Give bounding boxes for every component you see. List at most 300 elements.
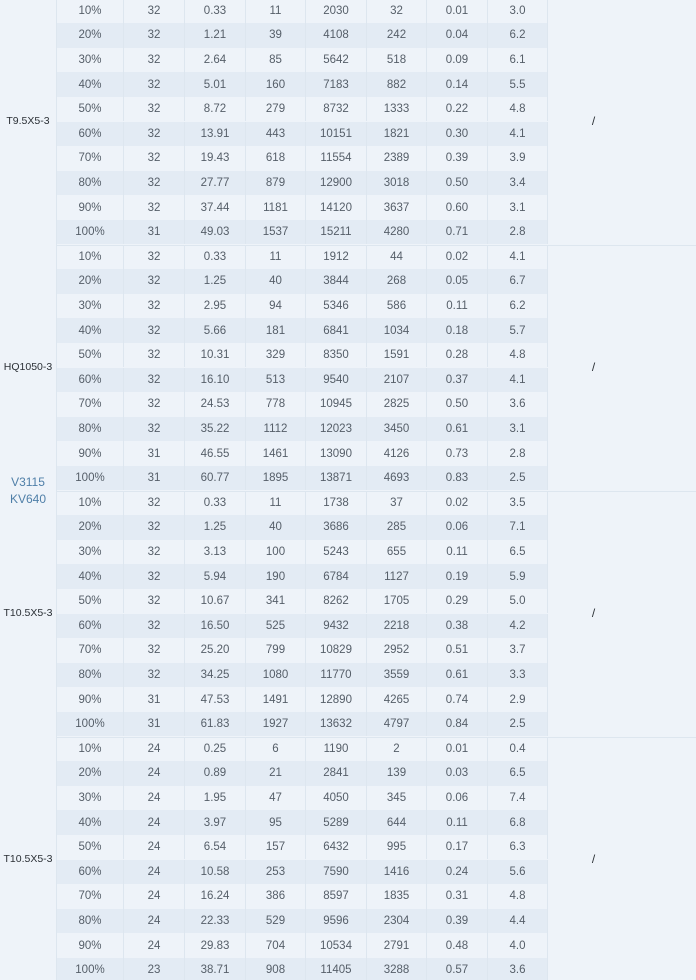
efficiency-cell: 3.9 xyxy=(488,146,548,171)
thrust-cell: 3018 xyxy=(367,171,427,196)
voltage-cell: 32 xyxy=(124,0,185,23)
torque-cell: 0.18 xyxy=(427,318,488,343)
thrust-cell: 882 xyxy=(367,72,427,97)
rpm-cell: 6841 xyxy=(306,318,367,343)
voltage-cell: 31 xyxy=(124,441,185,466)
throttle-cell: 90% xyxy=(57,687,124,712)
voltage-cell: 32 xyxy=(124,491,185,516)
table-row xyxy=(57,540,548,565)
table-row xyxy=(57,589,548,614)
thrust-cell: 644 xyxy=(367,810,427,835)
rpm-cell: 2030 xyxy=(306,0,367,23)
table-row xyxy=(57,860,548,885)
voltage-cell: 32 xyxy=(124,294,185,319)
torque-cell: 0.60 xyxy=(427,195,488,220)
table-row xyxy=(57,663,548,688)
voltage-cell: 31 xyxy=(124,687,185,712)
power-cell: 94 xyxy=(246,294,306,319)
table-row xyxy=(57,23,548,48)
throttle-cell: 10% xyxy=(57,0,124,23)
current-cell: 1.21 xyxy=(185,23,246,48)
rpm-cell: 11770 xyxy=(306,663,367,688)
rpm-cell: 10151 xyxy=(306,122,367,147)
current-cell: 25.20 xyxy=(185,638,246,663)
power-cell: 1461 xyxy=(246,441,306,466)
thrust-cell: 37 xyxy=(367,491,427,516)
current-cell: 10.67 xyxy=(185,589,246,614)
torque-cell: 0.05 xyxy=(427,269,488,294)
thrust-cell: 2952 xyxy=(367,638,427,663)
current-cell: 5.94 xyxy=(185,564,246,589)
torque-cell: 0.50 xyxy=(427,392,488,417)
current-cell: 1.95 xyxy=(185,786,246,811)
current-cell: 13.91 xyxy=(185,122,246,147)
torque-cell: 0.02 xyxy=(427,245,488,270)
voltage-cell: 23 xyxy=(124,958,185,980)
torque-cell: 0.29 xyxy=(427,589,488,614)
voltage-cell: 32 xyxy=(124,663,185,688)
torque-cell: 0.73 xyxy=(427,441,488,466)
motor-model-cell xyxy=(0,474,56,508)
throttle-cell: 20% xyxy=(57,269,124,294)
torque-cell: 0.11 xyxy=(427,810,488,835)
throttle-cell: 60% xyxy=(57,614,124,639)
table-row xyxy=(57,614,548,639)
throttle-cell: 40% xyxy=(57,318,124,343)
rpm-cell: 1190 xyxy=(306,737,367,762)
table-row xyxy=(57,884,548,909)
throttle-cell: 30% xyxy=(57,786,124,811)
voltage-cell: 24 xyxy=(124,761,185,786)
rpm-cell: 7183 xyxy=(306,72,367,97)
thrust-cell: 995 xyxy=(367,835,427,860)
throttle-cell: 100% xyxy=(57,958,124,980)
table-row xyxy=(57,48,548,73)
current-cell: 37.44 xyxy=(185,195,246,220)
table-row xyxy=(57,368,548,393)
current-cell: 5.66 xyxy=(185,318,246,343)
throttle-cell: 100% xyxy=(57,712,124,737)
power-cell: 6 xyxy=(246,737,306,762)
power-cell: 40 xyxy=(246,269,306,294)
voltage-cell: 32 xyxy=(124,515,185,540)
throttle-cell: 50% xyxy=(57,343,124,368)
table-row xyxy=(57,712,548,737)
efficiency-cell: 5.0 xyxy=(488,589,548,614)
power-cell: 908 xyxy=(246,958,306,980)
efficiency-cell: 4.4 xyxy=(488,909,548,934)
table-row xyxy=(57,294,548,319)
voltage-cell: 32 xyxy=(124,540,185,565)
propeller-model: HQ1050-3 xyxy=(3,360,53,373)
rpm-cell: 5243 xyxy=(306,540,367,565)
thrust-cell: 1821 xyxy=(367,122,427,147)
voltage-cell: 32 xyxy=(124,318,185,343)
voltage-cell: 32 xyxy=(124,417,185,442)
current-cell: 16.50 xyxy=(185,614,246,639)
torque-cell: 0.30 xyxy=(427,122,488,147)
current-cell: 0.89 xyxy=(185,761,246,786)
efficiency-cell: 6.1 xyxy=(488,48,548,73)
table-row xyxy=(57,835,548,860)
efficiency-cell: 6.5 xyxy=(488,540,548,565)
table-row xyxy=(57,0,548,23)
torque-cell: 0.37 xyxy=(427,368,488,393)
rpm-cell: 7590 xyxy=(306,860,367,885)
power-cell: 253 xyxy=(246,860,306,885)
current-cell: 22.33 xyxy=(185,909,246,934)
throttle-cell: 60% xyxy=(57,368,124,393)
power-cell: 329 xyxy=(246,343,306,368)
power-cell: 21 xyxy=(246,761,306,786)
voltage-cell: 32 xyxy=(124,48,185,73)
throttle-cell: 80% xyxy=(57,663,124,688)
thrust-cell: 345 xyxy=(367,786,427,811)
table-row xyxy=(57,72,548,97)
thrust-cell: 1835 xyxy=(367,884,427,909)
current-cell: 6.54 xyxy=(185,835,246,860)
rpm-cell: 9596 xyxy=(306,909,367,934)
efficiency-cell: 7.4 xyxy=(488,786,548,811)
table-row xyxy=(57,933,548,958)
power-cell: 1491 xyxy=(246,687,306,712)
current-cell: 3.97 xyxy=(185,810,246,835)
thrust-cell: 2389 xyxy=(367,146,427,171)
thrust-cell: 4265 xyxy=(367,687,427,712)
efficiency-cell: 4.1 xyxy=(488,122,548,147)
voltage-cell: 32 xyxy=(124,97,185,122)
torque-cell: 0.38 xyxy=(427,614,488,639)
current-cell: 61.83 xyxy=(185,712,246,737)
power-cell: 513 xyxy=(246,368,306,393)
power-cell: 1895 xyxy=(246,466,306,491)
torque-cell: 0.84 xyxy=(427,712,488,737)
thrust-cell: 32 xyxy=(367,0,427,23)
power-cell: 799 xyxy=(246,638,306,663)
voltage-cell: 24 xyxy=(124,933,185,958)
current-cell: 3.13 xyxy=(185,540,246,565)
propeller-model: T9.5X5-3 xyxy=(6,114,50,127)
power-cell: 47 xyxy=(246,786,306,811)
thrust-cell: 1127 xyxy=(367,564,427,589)
table-row xyxy=(57,466,548,491)
efficiency-cell: 6.8 xyxy=(488,810,548,835)
efficiency-cell: 3.1 xyxy=(488,417,548,442)
thrust-cell: 4280 xyxy=(367,220,427,245)
efficiency-cell: 7.1 xyxy=(488,515,548,540)
thrust-cell: 4797 xyxy=(367,712,427,737)
current-cell: 27.77 xyxy=(185,171,246,196)
table-row xyxy=(57,122,548,147)
table-row xyxy=(57,687,548,712)
thrust-cell: 4126 xyxy=(367,441,427,466)
table-row xyxy=(57,392,548,417)
current-cell: 29.83 xyxy=(185,933,246,958)
throttle-cell: 100% xyxy=(57,220,124,245)
thrust-cell: 2304 xyxy=(367,909,427,934)
efficiency-cell: 5.5 xyxy=(488,72,548,97)
throttle-cell: 10% xyxy=(57,491,124,516)
thrust-cell: 268 xyxy=(367,269,427,294)
rpm-cell: 6784 xyxy=(306,564,367,589)
current-cell: 0.33 xyxy=(185,0,246,23)
voltage-cell: 24 xyxy=(124,909,185,934)
throttle-cell: 20% xyxy=(57,515,124,540)
efficiency-cell: 2.8 xyxy=(488,441,548,466)
current-cell: 35.22 xyxy=(185,417,246,442)
throttle-cell: 90% xyxy=(57,933,124,958)
rpm-cell: 13871 xyxy=(306,466,367,491)
torque-cell: 0.19 xyxy=(427,564,488,589)
efficiency-cell: 4.1 xyxy=(488,368,548,393)
torque-cell: 0.02 xyxy=(427,491,488,516)
throttle-cell: 70% xyxy=(57,146,124,171)
throttle-cell: 50% xyxy=(57,835,124,860)
rpm-cell: 8262 xyxy=(306,589,367,614)
power-cell: 11 xyxy=(246,491,306,516)
throttle-cell: 80% xyxy=(57,909,124,934)
throttle-cell: 30% xyxy=(57,48,124,73)
power-cell: 157 xyxy=(246,835,306,860)
throttle-cell: 40% xyxy=(57,564,124,589)
rpm-cell: 12900 xyxy=(306,171,367,196)
efficiency-cell: 4.2 xyxy=(488,614,548,639)
torque-cell: 0.39 xyxy=(427,909,488,934)
thrust-cell: 3559 xyxy=(367,663,427,688)
table-row xyxy=(57,638,548,663)
power-cell: 443 xyxy=(246,122,306,147)
efficiency-cell: 6.7 xyxy=(488,269,548,294)
efficiency-cell: 6.3 xyxy=(488,835,548,860)
efficiency-cell: 2.5 xyxy=(488,712,548,737)
rpm-cell: 11554 xyxy=(306,146,367,171)
thrust-cell: 1705 xyxy=(367,589,427,614)
table-row xyxy=(57,97,548,122)
current-cell: 0.25 xyxy=(185,737,246,762)
power-cell: 181 xyxy=(246,318,306,343)
efficiency-cell: 6.2 xyxy=(488,294,548,319)
power-cell: 1080 xyxy=(246,663,306,688)
current-cell: 8.72 xyxy=(185,97,246,122)
torque-cell: 0.50 xyxy=(427,171,488,196)
power-cell: 618 xyxy=(246,146,306,171)
power-cell: 879 xyxy=(246,171,306,196)
thrust-cell: 44 xyxy=(367,245,427,270)
table-row xyxy=(57,737,548,762)
thrust-cell: 655 xyxy=(367,540,427,565)
throttle-cell: 90% xyxy=(57,441,124,466)
rpm-cell: 10534 xyxy=(306,933,367,958)
voltage-cell: 32 xyxy=(124,146,185,171)
throttle-cell: 20% xyxy=(57,23,124,48)
torque-cell: 0.31 xyxy=(427,884,488,909)
efficiency-cell: 3.6 xyxy=(488,392,548,417)
torque-cell: 0.17 xyxy=(427,835,488,860)
efficiency-cell: 3.5 xyxy=(488,491,548,516)
torque-cell: 0.11 xyxy=(427,540,488,565)
power-cell: 704 xyxy=(246,933,306,958)
thrust-cell: 3637 xyxy=(367,195,427,220)
current-cell: 2.64 xyxy=(185,48,246,73)
throttle-cell: 30% xyxy=(57,294,124,319)
table-row xyxy=(57,171,548,196)
thrust-cell: 1591 xyxy=(367,343,427,368)
rpm-cell: 6432 xyxy=(306,835,367,860)
torque-cell: 0.24 xyxy=(427,860,488,885)
voltage-cell: 32 xyxy=(124,368,185,393)
voltage-cell: 32 xyxy=(124,392,185,417)
table-row xyxy=(57,220,548,245)
table-row xyxy=(57,146,548,171)
thrust-cell: 1034 xyxy=(367,318,427,343)
thrust-cell: 1333 xyxy=(367,97,427,122)
efficiency-cell: 3.0 xyxy=(488,0,548,23)
voltage-cell: 24 xyxy=(124,884,185,909)
power-cell: 100 xyxy=(246,540,306,565)
power-cell: 1181 xyxy=(246,195,306,220)
throttle-cell: 80% xyxy=(57,417,124,442)
rpm-cell: 5289 xyxy=(306,810,367,835)
rpm-cell: 11405 xyxy=(306,958,367,980)
voltage-cell: 32 xyxy=(124,269,185,294)
table-row xyxy=(57,441,548,466)
rpm-cell: 9540 xyxy=(306,368,367,393)
power-cell: 525 xyxy=(246,614,306,639)
power-cell: 1537 xyxy=(246,220,306,245)
rpm-cell: 3844 xyxy=(306,269,367,294)
power-cell: 1112 xyxy=(246,417,306,442)
efficiency-cell: 2.8 xyxy=(488,220,548,245)
rpm-cell: 10829 xyxy=(306,638,367,663)
efficiency-cell: 3.4 xyxy=(488,171,548,196)
voltage-cell: 31 xyxy=(124,712,185,737)
torque-cell: 0.09 xyxy=(427,48,488,73)
current-cell: 10.58 xyxy=(185,860,246,885)
rpm-cell: 8597 xyxy=(306,884,367,909)
current-cell: 1.25 xyxy=(185,515,246,540)
propeller-model: T10.5X5-3 xyxy=(3,606,53,619)
voltage-cell: 32 xyxy=(124,638,185,663)
rpm-cell: 1912 xyxy=(306,245,367,270)
torque-cell: 0.61 xyxy=(427,417,488,442)
voltage-cell: 32 xyxy=(124,195,185,220)
voltage-cell: 24 xyxy=(124,737,185,762)
voltage-cell: 24 xyxy=(124,860,185,885)
throttle-cell: 50% xyxy=(57,97,124,122)
efficiency-cell: 4.1 xyxy=(488,245,548,270)
rpm-cell: 3686 xyxy=(306,515,367,540)
torque-cell: 0.11 xyxy=(427,294,488,319)
torque-cell: 0.51 xyxy=(427,638,488,663)
thrust-cell: 586 xyxy=(367,294,427,319)
rpm-cell: 14120 xyxy=(306,195,367,220)
current-cell: 10.31 xyxy=(185,343,246,368)
torque-cell: 0.61 xyxy=(427,663,488,688)
throttle-cell: 60% xyxy=(57,860,124,885)
rpm-cell: 9432 xyxy=(306,614,367,639)
rpm-cell: 13090 xyxy=(306,441,367,466)
throttle-cell: 70% xyxy=(57,638,124,663)
power-cell: 778 xyxy=(246,392,306,417)
power-cell: 95 xyxy=(246,810,306,835)
table-row xyxy=(57,269,548,294)
current-cell: 47.53 xyxy=(185,687,246,712)
table-row xyxy=(57,810,548,835)
voltage-cell: 32 xyxy=(124,245,185,270)
current-cell: 24.53 xyxy=(185,392,246,417)
table-row xyxy=(57,564,548,589)
rpm-cell: 5642 xyxy=(306,48,367,73)
rpm-cell: 4108 xyxy=(306,23,367,48)
power-cell: 1927 xyxy=(246,712,306,737)
power-cell: 341 xyxy=(246,589,306,614)
torque-cell: 0.22 xyxy=(427,97,488,122)
throttle-cell: 20% xyxy=(57,761,124,786)
table-row xyxy=(57,195,548,220)
torque-cell: 0.01 xyxy=(427,737,488,762)
torque-cell: 0.06 xyxy=(427,515,488,540)
rpm-cell: 15211 xyxy=(306,220,367,245)
rpm-cell: 2841 xyxy=(306,761,367,786)
thrust-cell: 4693 xyxy=(367,466,427,491)
current-cell: 5.01 xyxy=(185,72,246,97)
table-row xyxy=(57,515,548,540)
thrust-cell: 1416 xyxy=(367,860,427,885)
power-cell: 190 xyxy=(246,564,306,589)
table-row xyxy=(57,786,548,811)
throttle-cell: 70% xyxy=(57,392,124,417)
thrust-cell: 2825 xyxy=(367,392,427,417)
efficiency-cell: 3.1 xyxy=(488,195,548,220)
table-row xyxy=(57,491,548,516)
thrust-cell: 2218 xyxy=(367,614,427,639)
power-cell: 39 xyxy=(246,23,306,48)
thrust-cell: 2107 xyxy=(367,368,427,393)
efficiency-cell: 6.5 xyxy=(488,761,548,786)
power-cell: 11 xyxy=(246,245,306,270)
current-cell: 0.33 xyxy=(185,245,246,270)
power-cell: 386 xyxy=(246,884,306,909)
thrust-cell: 3450 xyxy=(367,417,427,442)
torque-cell: 0.04 xyxy=(427,23,488,48)
torque-cell: 0.39 xyxy=(427,146,488,171)
rpm-cell: 8732 xyxy=(306,97,367,122)
power-cell: 160 xyxy=(246,72,306,97)
voltage-cell: 32 xyxy=(124,614,185,639)
torque-cell: 0.06 xyxy=(427,786,488,811)
throttle-cell: 60% xyxy=(57,122,124,147)
table-row xyxy=(57,245,548,270)
rpm-cell: 10945 xyxy=(306,392,367,417)
torque-cell: 0.48 xyxy=(427,933,488,958)
rpm-cell: 1738 xyxy=(306,491,367,516)
torque-cell: 0.71 xyxy=(427,220,488,245)
throttle-cell: 90% xyxy=(57,195,124,220)
torque-cell: 0.03 xyxy=(427,761,488,786)
throttle-cell: 10% xyxy=(57,245,124,270)
efficiency-cell: 3.7 xyxy=(488,638,548,663)
voltage-cell: 24 xyxy=(124,810,185,835)
table-row xyxy=(57,343,548,368)
efficiency-cell: 2.9 xyxy=(488,687,548,712)
thrust-cell: 2791 xyxy=(367,933,427,958)
voltage-cell: 32 xyxy=(124,171,185,196)
efficiency-cell: 5.6 xyxy=(488,860,548,885)
remark-cell: / xyxy=(591,359,596,374)
throttle-cell: 80% xyxy=(57,171,124,196)
voltage-cell: 32 xyxy=(124,122,185,147)
voltage-cell: 32 xyxy=(124,343,185,368)
